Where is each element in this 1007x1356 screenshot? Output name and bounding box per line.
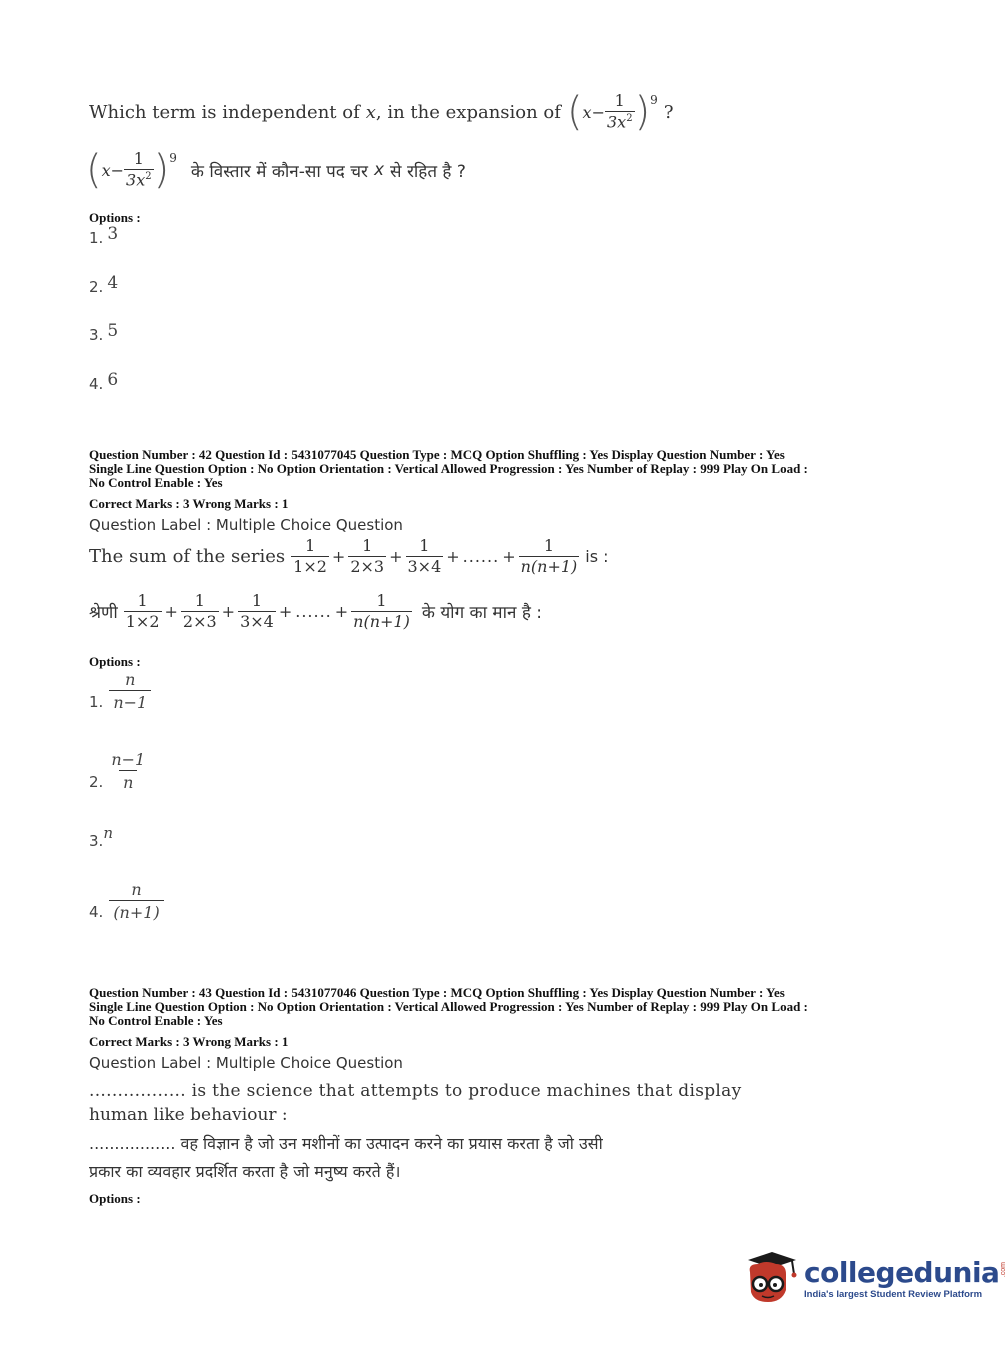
- mascot-icon: [742, 1250, 798, 1306]
- q41-options-label: Options :: [89, 210, 141, 225]
- q43-question-en-line1: ................. is the science that attempts to produce machines that display: [89, 1081, 742, 1101]
- q41-option-1[interactable]: 1. 3: [89, 224, 119, 247]
- q42-marks: Correct Marks : 3 Wrong Marks : 1: [89, 496, 289, 511]
- q43-question-en-line2: human like behaviour :: [89, 1105, 288, 1125]
- q41-question-hi: ( x − $\frac{1}{3x^2}$ ) 9 के विस्तार में कौन-सा पद चर x से रहित है ?: [86, 147, 466, 193]
- q42-option-4[interactable]: 4. $\frac{n}{(n+1)}$: [89, 882, 164, 921]
- collegedunia-logo[interactable]: [742, 1250, 1007, 1306]
- q42-meta: Question Number : 42 Question Id : 5431077045 Question Type : MCQ Option Shuffling : Yes Display Question Number : Yes Single Line Question Option : No Option Orientation : Vertical Allowed Progression : Yes Number of Replay : 999 Play On Load : No Control Enable : Yes: [89, 447, 808, 490]
- q42-options-label: Options :: [89, 654, 141, 669]
- q42-option-2[interactable]: 2. $\frac{n-1}{n}$: [89, 750, 146, 792]
- q41-option-3[interactable]: 3. 5: [89, 321, 119, 344]
- logo-tagline: India's largest Student Review Platform: [804, 1289, 983, 1300]
- logo-name: collegedunia: [804, 1256, 1000, 1289]
- q43-question-hi-line1: ................. वह विज्ञान है जो उन मशीनों का उत्पादन करने का प्रयास करता है जो उसी: [89, 1134, 603, 1153]
- q43-question-hi-line2: प्रकार का व्यवहार प्रदर्शित करता है जो मनुष्य करते हैं।: [89, 1162, 401, 1181]
- q41-expression: ( x − $\frac{1}{3x^2}$ ) 9: [566, 89, 658, 135]
- q42-question-en: The sum of the series $\frac{1}{1\times 2}$ + $\frac{1}{2\times 3}$ + $\frac{1}{3\times 4}$ + ...... + $\frac{1}{n(n+1)}$ is :: [89, 536, 609, 576]
- q43-options-label: Options :: [89, 1191, 141, 1206]
- q42-label: Question Label : Multiple Choice Question: [89, 516, 403, 534]
- q41-question-en: Which term is independent of x , in the expansion of ( x − $\frac{1}{3x^2}$ ) 9 ?: [89, 89, 674, 135]
- q42-series-hi: $\frac{1}{1\times 2}$ + $\frac{1}{2\times 3}$ + $\frac{1}{3\times 4}$ + ...... + $\frac{1}{n(n+1)}$: [125, 591, 410, 631]
- q43-marks: Correct Marks : 3 Wrong Marks : 1: [89, 1034, 289, 1049]
- q42-question-hi: श्रेणी $\frac{1}{1\times 2}$ + $\frac{1}{2\times 3}$ + $\frac{1}{3\times 4}$ + ...... + $\frac{1}{n(n+1)}$ के योग का मान है :: [89, 591, 542, 631]
- q42-option-3[interactable]: 3.n: [89, 824, 113, 850]
- q41-option-2[interactable]: 2. 4: [89, 273, 119, 296]
- q41-expression-hi: ( x − $\frac{1}{3x^2}$ ) 9: [86, 147, 177, 193]
- q42-option-1[interactable]: 1. $\frac{n}{n-1}$: [89, 672, 151, 711]
- q41-option-4[interactable]: 4. 6: [89, 370, 119, 393]
- q43-meta: Question Number : 43 Question Id : 5431077046 Question Type : MCQ Option Shuffling : Yes Display Question Number : Yes Single Line Question Option : No Option Orientation : Vertical Allowed Progression : Yes Number of Replay : 999 Play On Load : No Control Enable : Yes: [89, 985, 808, 1028]
- q43-label: Question Label : Multiple Choice Question: [89, 1054, 403, 1072]
- q42-series-en: $\frac{1}{1\times 2}$ + $\frac{1}{2\times 3}$ + $\frac{1}{3\times 4}$ + ...... + $\frac{1}{n(n+1)}$: [293, 536, 578, 576]
- logo-suffix: .com: [1000, 1262, 1007, 1278]
